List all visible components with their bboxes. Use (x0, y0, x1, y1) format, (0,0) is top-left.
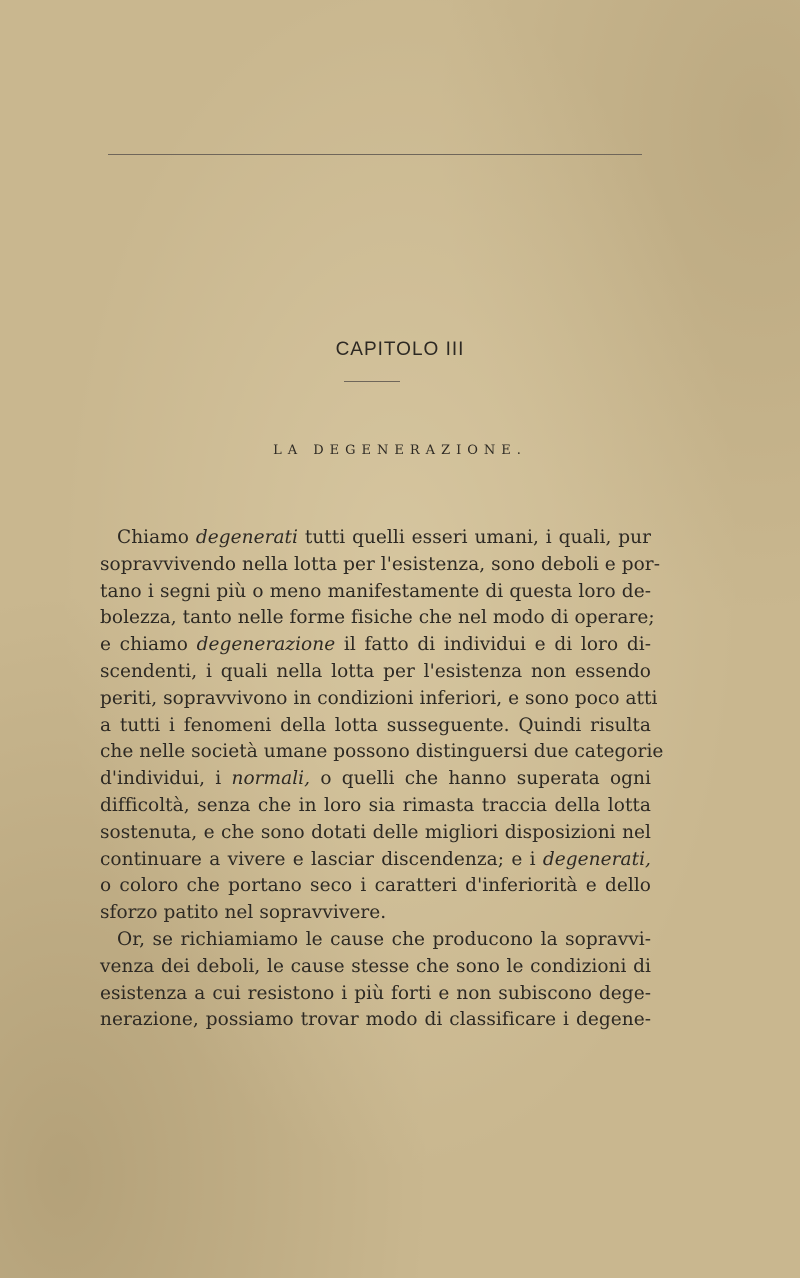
text-line: tano i segni più o meno manifestamente di questa loro de- (100, 580, 651, 602)
body-text (100, 525, 664, 1034)
text-line: nerazione, possiamo trovar modo di classificare i degene- (100, 1009, 651, 1031)
text-line: venza dei deboli, le cause stesse che sono le condizioni di (100, 955, 651, 977)
chapter-title: CAPITOLO III (335, 339, 465, 360)
text-line: sopravvivendo nella lotta per l'esistenza, sono deboli e por- (100, 553, 660, 575)
text-line: d'individui, i normali, o quelli che hanno superata ogni (100, 768, 651, 790)
text-line: periti, sopravvivono in condizioni inferiori, e sono poco atti (100, 687, 658, 709)
text-line: che nelle società umane possono distinguersi due categorie (100, 741, 664, 763)
title-rule (344, 381, 400, 382)
text-line: difficoltà, senza che in loro sia rimasta traccia della lotta (100, 794, 651, 816)
text-line: Or, se richiamiamo le cause che producono la sopravvi- (117, 928, 651, 950)
top-rule (108, 154, 642, 155)
text-line: Chiamo degenerati tutti quelli esseri umani, i quali, pur (117, 527, 651, 548)
text-line: e chiamo degenerazione il fatto di individui e di loro di- (100, 634, 651, 656)
text-line: sostenuta, e che sono dotati delle migliori disposizioni nel (100, 821, 651, 843)
text-line: o coloro che portano seco i caratteri d'inferiorità e dello (100, 875, 651, 897)
text-line: sforzo patito nel sopravvivere. (100, 902, 387, 924)
text-line: bolezza, tanto nelle forme fisiche che nel modo di operare; (100, 607, 655, 629)
text-line: scendenti, i quali nella lotta per l'esistenza non essendo (100, 660, 651, 682)
text-line: esistenza a cui resistono i più forti e non subiscono dege- (100, 982, 651, 1004)
text-line: a tutti i fenomeni della lotta susseguente. Quindi risulta (100, 714, 651, 736)
section-heading: LA DEGENERAZIONE. (273, 443, 527, 458)
text-line: continuare a vivere e lasciar discendenza; e i degenerati, (100, 848, 651, 870)
